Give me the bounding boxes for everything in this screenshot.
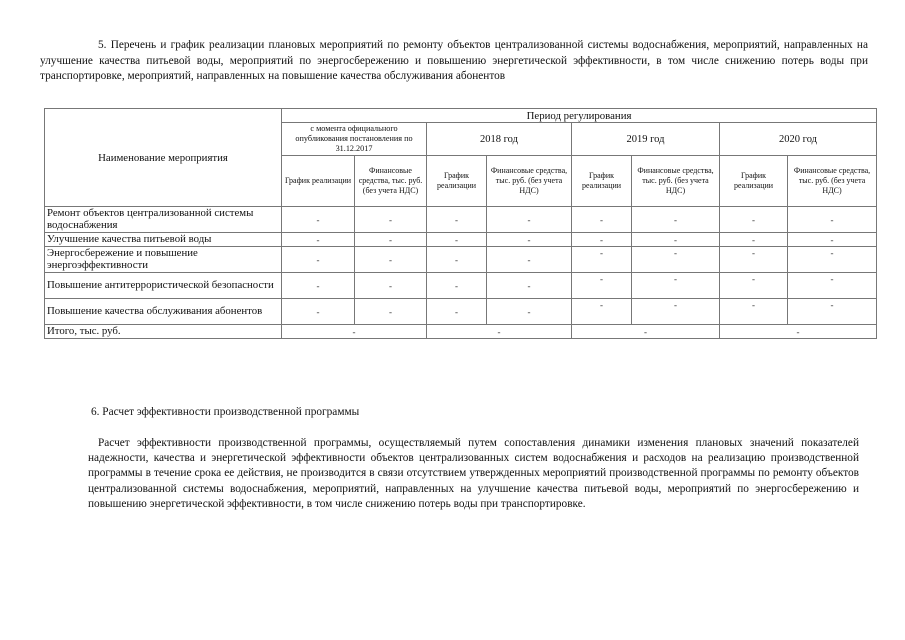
- table-cell: -: [720, 299, 788, 325]
- header-finance: Финансовые средства, тыс. руб. (без учета НДС): [788, 156, 877, 207]
- header-period: Период регулирования: [282, 109, 877, 123]
- section-6-paragraph: Расчет эффективности производственной программы, осуществляемый путем сопоставления динамики изменения плановых значений показателей надежности, качества и энергетической эффективности объектов централизованных систем водоснабжения и расходов на реализацию производственной программы в течение срока ее действия, не производится в связи отсутствием утвержденных мероприятий производственной программы по ремонту объектов централизованной системы водоснабжения, мероприятий, направленных на улучшение качества питьевой воды, мероприятий по энергосбережению и повышению энергетической эффективности, в том числе снижению потерь воды при транспортировке.: [88, 437, 859, 510]
- header-finance: Финансовые средства, тыс. руб. (без учета НДС): [632, 156, 720, 207]
- table-cell: -: [632, 299, 720, 325]
- table-total-row: [45, 325, 877, 339]
- table-cell: -: [572, 273, 632, 299]
- header-period-official: с момента официального опубликования постановления по 31.12.2017: [282, 123, 427, 156]
- table-cell: -: [282, 273, 355, 299]
- table-cell: -: [487, 207, 572, 233]
- table-cell: -: [427, 273, 487, 299]
- row-label: Улучшение качества питьевой воды: [45, 233, 282, 247]
- table-cell: -: [788, 273, 877, 299]
- table-cell: -: [788, 247, 877, 273]
- table-row: [45, 207, 877, 233]
- table-row: [45, 233, 877, 247]
- header-schedule: График реализации: [282, 156, 355, 207]
- table-row: [45, 299, 877, 325]
- header-schedule: График реализации: [572, 156, 632, 207]
- header-finance: Финансовые средства, тыс. руб. (без учета НДС): [487, 156, 572, 207]
- table-row: [45, 247, 877, 273]
- total-cell: -: [572, 325, 720, 339]
- table-cell: -: [632, 273, 720, 299]
- table-cell: -: [788, 207, 877, 233]
- table-cell: -: [427, 247, 487, 273]
- header-finance: Финансовые средства, тыс. руб. (без учета НДС): [355, 156, 427, 207]
- row-label: Ремонт объектов централизованной системы водоснабжения: [45, 207, 282, 233]
- table-cell: -: [632, 247, 720, 273]
- table-cell: -: [788, 299, 877, 325]
- table-cell: -: [720, 207, 788, 233]
- row-label: Повышение качества обслуживания абонентов: [45, 299, 282, 325]
- table-cell: -: [632, 233, 720, 247]
- total-label: Итого, тыс. руб.: [45, 325, 282, 339]
- table-cell: -: [720, 273, 788, 299]
- table-cell: -: [487, 273, 572, 299]
- header-period-2019: 2019 год: [572, 123, 720, 156]
- header-event-name: Наименование мероприятия: [45, 109, 282, 207]
- table-cell: -: [487, 299, 572, 325]
- table-cell: -: [355, 247, 427, 273]
- table-cell: -: [788, 233, 877, 247]
- table-cell: -: [282, 233, 355, 247]
- table-cell: -: [427, 207, 487, 233]
- table-cell: -: [720, 247, 788, 273]
- table-cell: -: [572, 233, 632, 247]
- table-cell: -: [355, 299, 427, 325]
- table-cell: -: [355, 233, 427, 247]
- table-cell: -: [282, 207, 355, 233]
- header-period-2020: 2020 год: [720, 123, 877, 156]
- table-cell: -: [355, 207, 427, 233]
- plan-table: [44, 108, 877, 339]
- table-cell: -: [427, 299, 487, 325]
- table-cell: -: [632, 207, 720, 233]
- header-schedule: График реализации: [427, 156, 487, 207]
- table-row: [45, 273, 877, 299]
- table-cell: -: [355, 273, 427, 299]
- total-cell: -: [282, 325, 427, 339]
- table-cell: -: [572, 299, 632, 325]
- table-cell: -: [572, 247, 632, 273]
- table-cell: -: [282, 247, 355, 273]
- header-schedule: График реализации: [720, 156, 788, 207]
- table-cell: -: [427, 233, 487, 247]
- total-cell: -: [720, 325, 877, 339]
- section-5-heading: 5. Перечень и график реализации плановых мероприятий по ремонту объектов централизованной системы водоснабжения, мероприятий, направленных на улучшение качества питьевой воды, мероприятий по энергосбережению и повышению энергетической эффективности, в том числе снижению потерь воды при транспортировке, мероприятий, направленных на повышение качества обслуживания абонентов: [40, 39, 868, 82]
- section-6-heading: 6. Расчет эффективности производственной программы: [91, 406, 360, 418]
- row-label: Энергосбережение и повышение энергоэффективности: [45, 247, 282, 273]
- table-cell: -: [572, 207, 632, 233]
- table-cell: -: [282, 299, 355, 325]
- table-cell: -: [487, 233, 572, 247]
- table-cell: -: [487, 247, 572, 273]
- table-cell: -: [720, 233, 788, 247]
- header-period-2018: 2018 год: [427, 123, 572, 156]
- total-cell: -: [427, 325, 572, 339]
- row-label: Повышение антитеррористической безопасности: [45, 273, 282, 299]
